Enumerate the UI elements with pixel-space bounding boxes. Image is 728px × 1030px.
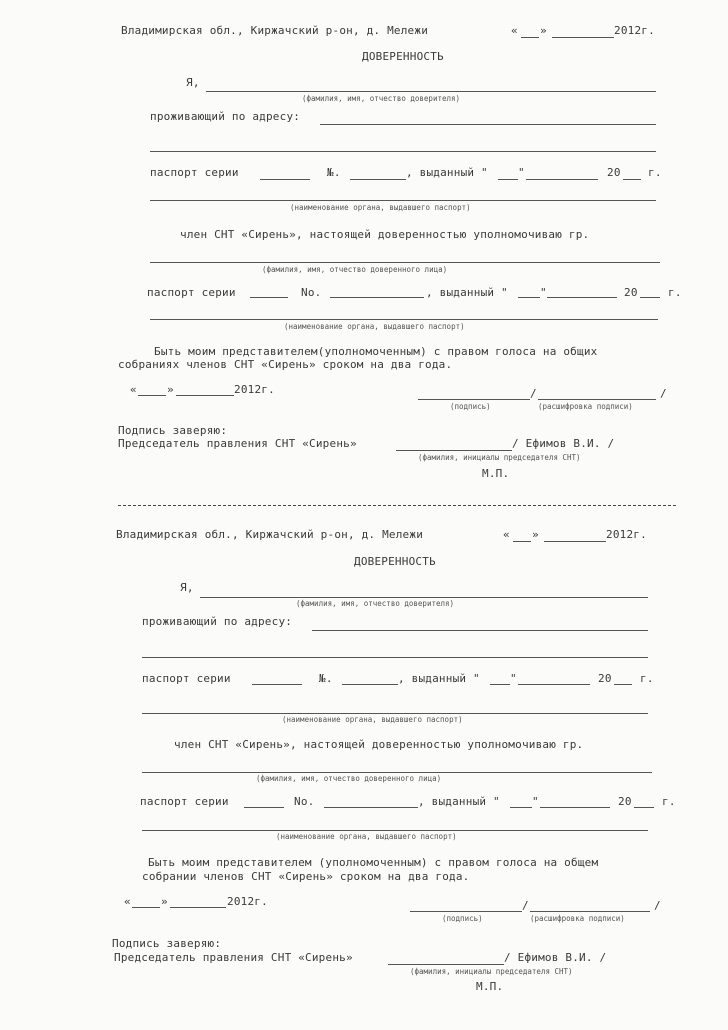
issued-quote: " (518, 166, 525, 179)
chairman-name: / Ефимов В.И. / (504, 951, 607, 964)
date-year-text: 2012г. (606, 528, 647, 541)
passport-series-field[interactable] (252, 684, 302, 685)
chairman-caption: (фамилия, инициалы председателя СНТ) (418, 453, 581, 462)
principal-caption: (фамилия, имя, отчество доверителя) (296, 599, 455, 608)
number2-label: No. (294, 795, 315, 808)
agent-caption: (фамилия, имя, отчество доверенного лица) (262, 265, 448, 274)
passport2-series-field[interactable] (244, 807, 284, 808)
chairman-signature-field[interactable] (388, 964, 504, 965)
year2-suffix: г. (662, 795, 676, 808)
year2-prefix: 20 (618, 795, 632, 808)
passport-label: паспорт серии (150, 166, 239, 179)
address-field-2[interactable] (142, 657, 648, 658)
body-line-2: собрании членов СНТ «Сирень» сроком на два года. (142, 870, 470, 883)
sign-date-close-quote: » (161, 895, 168, 908)
year-suffix: г. (648, 166, 662, 179)
issued-day-field[interactable] (490, 684, 510, 685)
number-label: №. (327, 166, 341, 179)
signature-caption: (подпись) (450, 402, 491, 411)
principal-name-field[interactable] (200, 597, 648, 598)
location-text: Владимирская обл., Киржачский р-он, д. Мележи (121, 24, 429, 37)
issuer2-caption: (наименование органа, выдавшего паспорт) (276, 832, 457, 841)
issuer-field[interactable] (142, 713, 648, 714)
signature-slash-end: / (660, 387, 667, 400)
passport2-label: паспорт серии (147, 286, 236, 299)
sign-date-day-field[interactable] (138, 395, 166, 396)
issued2-quote: " (540, 286, 547, 299)
body-line-1: Быть моим представителем (уполномоченным) с правом голоса на общем (148, 856, 599, 869)
i-label: Я, (180, 581, 194, 594)
sign-date-year: 2012г. (227, 895, 268, 908)
issued2-quote: " (532, 795, 539, 808)
sign-date-open-quote: « (124, 895, 131, 908)
issued2-label: , выданный " (418, 795, 500, 808)
seal-mark: М.П. (476, 980, 504, 993)
passport2-number-field[interactable] (324, 807, 418, 808)
date-open-quote: « (511, 24, 518, 37)
address-field-1[interactable] (320, 124, 656, 125)
issued2-month-field[interactable] (547, 297, 617, 298)
member-text: член СНТ «Сирень», настоящей доверенностью уполномочиваю гр. (174, 738, 584, 751)
passport-label: паспорт серии (142, 672, 231, 685)
date-close-quote: » (532, 528, 539, 541)
decode-caption: (расшифровка подписи) (538, 402, 633, 411)
issued2-label: , выданный " (426, 286, 508, 299)
passport2-series-field[interactable] (250, 297, 288, 298)
issued2-day-field[interactable] (510, 807, 532, 808)
address-field-2[interactable] (150, 151, 656, 152)
signature-slash: / (522, 899, 529, 912)
date-day-field[interactable] (521, 37, 539, 38)
signature-decode-field[interactable] (530, 911, 650, 912)
year-prefix: 20 (607, 166, 621, 179)
principal-caption: (фамилия, имя, отчество доверителя) (302, 94, 461, 103)
power-of-attorney-form-1 (4, 0, 728, 500)
passport2-number-field[interactable] (330, 297, 424, 298)
issued-year-field[interactable] (623, 179, 641, 180)
issuer2-field[interactable] (142, 830, 648, 831)
sign-date-open-quote: « (130, 383, 137, 396)
issued-month-field[interactable] (526, 179, 598, 180)
certify-label: Подпись заверяю: (118, 424, 228, 437)
issuer-field[interactable] (150, 200, 656, 201)
chairman-label: Председатель правления СНТ «Сирень» (114, 951, 353, 964)
location-text: Владимирская обл., Киржачский р-он, д. Мележи (116, 528, 424, 541)
signature-slash: / (530, 387, 537, 400)
issued2-year-field[interactable] (634, 807, 654, 808)
agent-name-field[interactable] (142, 772, 652, 773)
decode-caption: (расшифровка подписи) (530, 914, 625, 923)
date-year-text: 2012г. (614, 24, 655, 37)
sign-date-close-quote: » (167, 383, 174, 396)
issuer2-caption: (наименование органа, выдавшего паспорт) (284, 322, 465, 331)
body-line-1: Быть моим представителем(уполномоченным) с правом голоса на общих (154, 345, 598, 358)
chairman-name: / Ефимов В.И. / (512, 437, 615, 450)
year2-suffix: г. (668, 286, 682, 299)
number-label: №. (319, 672, 333, 685)
number2-label: No. (301, 286, 322, 299)
sign-date-month-field[interactable] (176, 395, 234, 396)
principal-name-field[interactable] (206, 91, 656, 92)
year-suffix: г. (640, 672, 654, 685)
year-prefix: 20 (598, 672, 612, 685)
issuer-caption: (наименование органа, выдавшего паспорт) (282, 715, 463, 724)
signature-field[interactable] (410, 911, 522, 912)
member-text: член СНТ «Сирень», настоящей доверенностью уполномочиваю гр. (180, 228, 590, 241)
signature-slash-end: / (654, 899, 661, 912)
issued-year-field[interactable] (614, 684, 632, 685)
sign-date-month-field[interactable] (170, 907, 226, 908)
signature-decode-field[interactable] (538, 399, 656, 400)
issued-quote: " (510, 672, 517, 685)
passport-series-field[interactable] (260, 179, 310, 180)
power-of-attorney-form-2 (0, 506, 728, 1006)
chairman-caption: (фамилия, инициалы председателя СНТ) (410, 967, 573, 976)
issued-month-field[interactable] (518, 684, 590, 685)
issued-label: , выданный " (398, 672, 480, 685)
passport-number-field[interactable] (342, 684, 398, 685)
issuer-caption: (наименование органа, выдавшего паспорт) (290, 203, 471, 212)
issued-day-field[interactable] (498, 179, 518, 180)
seal-mark: М.П. (482, 467, 510, 480)
sign-date-day-field[interactable] (132, 907, 160, 908)
issued-label: , выданный " (406, 166, 488, 179)
passport-number-field[interactable] (350, 179, 406, 180)
date-day-field[interactable] (513, 541, 531, 542)
date-month-field[interactable] (552, 37, 614, 38)
agent-name-field[interactable] (150, 262, 660, 263)
issued2-year-field[interactable] (640, 297, 660, 298)
date-open-quote: « (503, 528, 510, 541)
signature-caption: (подпись) (442, 914, 483, 923)
certify-label: Подпись заверяю: (112, 937, 222, 950)
document-title: ДОВЕРЕННОСТЬ (354, 555, 436, 568)
date-close-quote: » (540, 24, 547, 37)
issued2-day-field[interactable] (518, 297, 540, 298)
year2-prefix: 20 (624, 286, 638, 299)
sign-date-year: 2012г. (234, 383, 275, 396)
date-month-field[interactable] (544, 541, 606, 542)
passport2-label: паспорт серии (140, 795, 229, 808)
signature-field[interactable] (418, 399, 530, 400)
issued2-month-field[interactable] (540, 807, 610, 808)
address-field-1[interactable] (312, 630, 648, 631)
body-line-2: собраниях членов СНТ «Сирень» сроком на два года. (118, 358, 453, 371)
i-label: Я, (186, 76, 200, 89)
address-label: проживающий по адресу: (142, 615, 293, 628)
document-title: ДОВЕРЕННОСТЬ (362, 50, 444, 63)
issuer2-field[interactable] (150, 319, 658, 320)
address-label: проживающий по адресу: (150, 110, 301, 123)
chairman-label: Председатель правления СНТ «Сирень» (118, 437, 357, 450)
chairman-signature-field[interactable] (396, 450, 512, 451)
agent-caption: (фамилия, имя, отчество доверенного лица) (256, 774, 442, 783)
